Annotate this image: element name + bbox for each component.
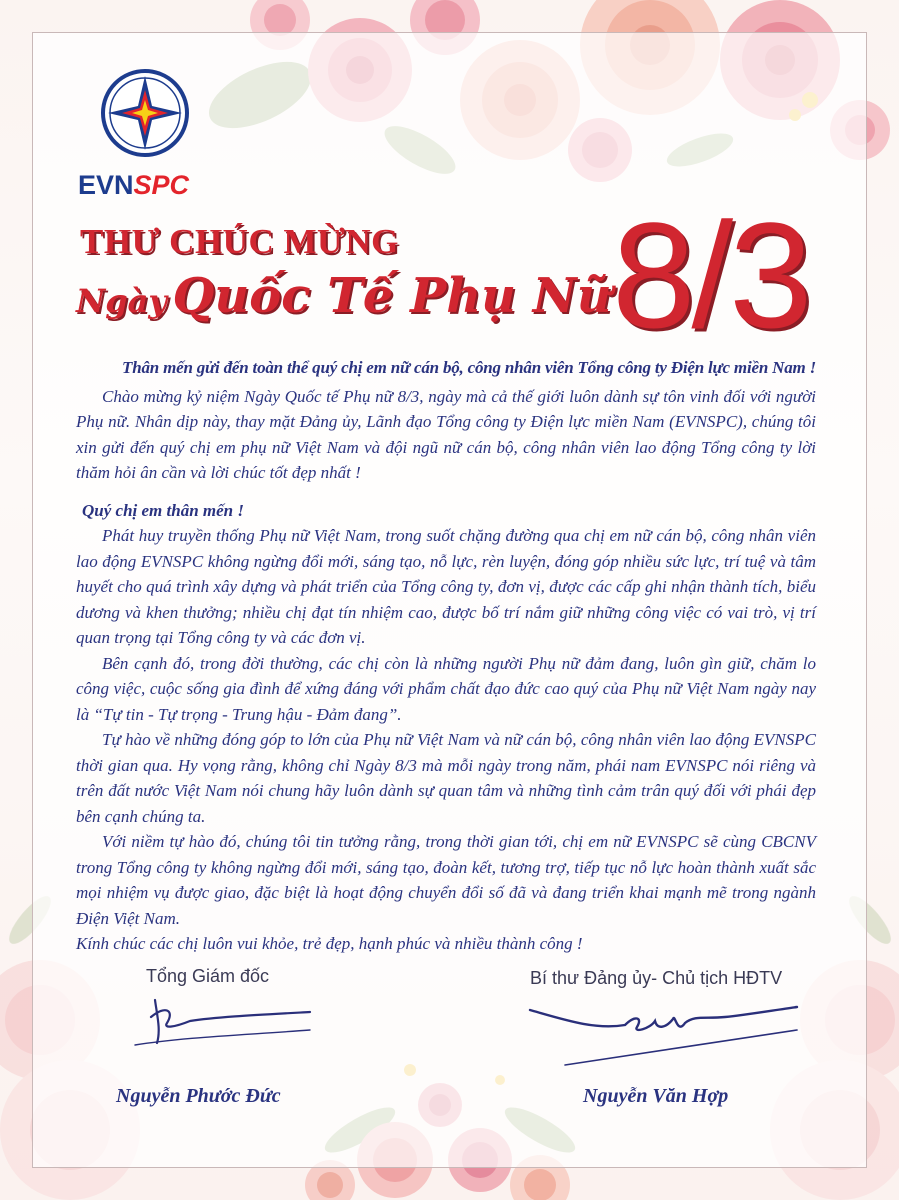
left-signature-icon [95, 985, 315, 1055]
title-day-word: Ngày [76, 282, 167, 320]
right-signer-name: Nguyễn Văn Hợp [583, 1085, 729, 1107]
letter-paragraph-3: Bên cạnh đó, trong đời thường, các chị còn là những người Phụ nữ đảm đang, luôn gìn giữ, chăm lo công việc, cuộc sống gia đình để xứng đáng với phẩm chất đạo đức cao quý của Phụ nữ Việt Nam ngày nay là “Tự tin - Tự trọng - Trung hậu - Đảm đang”. [76, 653, 816, 724]
letter-paragraph-4: Tự hào về những đóng góp to lớn của Phụ nữ Việt Nam và nữ cán bộ, công nhân viên lao động EVNSPC thời gian qua. Hy vọng rằng, không chỉ Ngày 8/3 mà mỗi ngày trong năm, phái nam EVNSPC nói riêng và trên đất nước Việt Nam nói chung hãy luôn dành sự quan tâm và những tình cảm trân quý đối với phái đẹp bên cạnh chúng ta. [76, 730, 816, 826]
brand-spc: SPC [133, 170, 190, 200]
evn-logo-icon [100, 68, 190, 158]
brand-evn: EVN [78, 170, 134, 200]
letter-paragraph-5: Với niềm tự hào đó, chúng tôi tin tưởng rằng, trong thời gian tới, chị em nữ EVNSPC sẽ cùng CBCNV trong Tổng công ty không ngừng đổi mới, sáng tạo, đoàn kết, tương trợ, tiếp tục nỗ lực hoàn thành xuất sắc mọi nhiệm vụ được giao, đặc biệt là hoạt động chuyển đổi số đã và đang triển khai mạnh mẽ trong ngành Điện Việt Nam. [76, 832, 816, 928]
letter-closing: Kính chúc các chị luôn vui khỏe, trẻ đẹp, hạnh phúc và nhiều thành công ! [76, 934, 583, 953]
letter-greeting: Quý chị em thân mến ! [82, 500, 244, 520]
brand-wordmark [78, 170, 189, 201]
right-signer-title: Bí thư Đảng ủy- Chủ tịch HĐTV [530, 968, 783, 988]
left-signer-title: Tổng Giám đốc [146, 966, 270, 986]
title-womens-day: Quốc Tế Phụ Nữ [172, 268, 612, 324]
title-line-1: THƯ CHÚC MỪNG [80, 222, 399, 261]
letter-body [76, 355, 816, 957]
left-signer-name: Nguyễn Phước Đức [116, 1085, 281, 1107]
letter-paragraph-1: Chào mừng kỷ niệm Ngày Quốc tế Phụ nữ 8/3, ngày mà cả thế giới luôn dành sự tôn vinh đối với người Phụ nữ. Nhân dịp này, thay mặt Đảng ủy, Lãnh đạo Tổng công ty Điện lực miền Nam (EVNSPC), chúng tôi xin gửi đến quý chị em phụ nữ Việt Nam và đội ngũ nữ cán bộ, công nhân viên lao động Tổng công ty lời thăm hỏi ân cần và lời chúc tốt đẹp nhất ! [76, 386, 816, 482]
title-date: 8/3 [612, 191, 809, 359]
right-signature-icon [525, 995, 805, 1075]
letter-salutation: Thân mến gửi đến toàn thể quý chị em nữ cán bộ, công nhân viên Tổng công ty Điện lực miền Nam ! [122, 358, 816, 377]
title-line-2 [76, 268, 612, 324]
letter-paragraph-2: Phát huy truyền thống Phụ nữ Việt Nam, trong suốt chặng đường qua chị em nữ cán bộ, công nhân viên lao động EVNSPC không ngừng đổi mới, sáng tạo, nỗ lực, rèn luyện, đóng góp nhiều sức lực, trí tuệ và tâm huyết cho quá trình xây dựng và phát triển của Tổng công ty, đơn vị, được các cấp ghi nhận thành tích, biểu dương và khen thưởng; nhiều chị đạt tín nhiệm cao, được bố trí nắm giữ những công việc có vai trò, vị trí quan trọng tại Tổng công ty và các đơn vị. [76, 526, 816, 647]
